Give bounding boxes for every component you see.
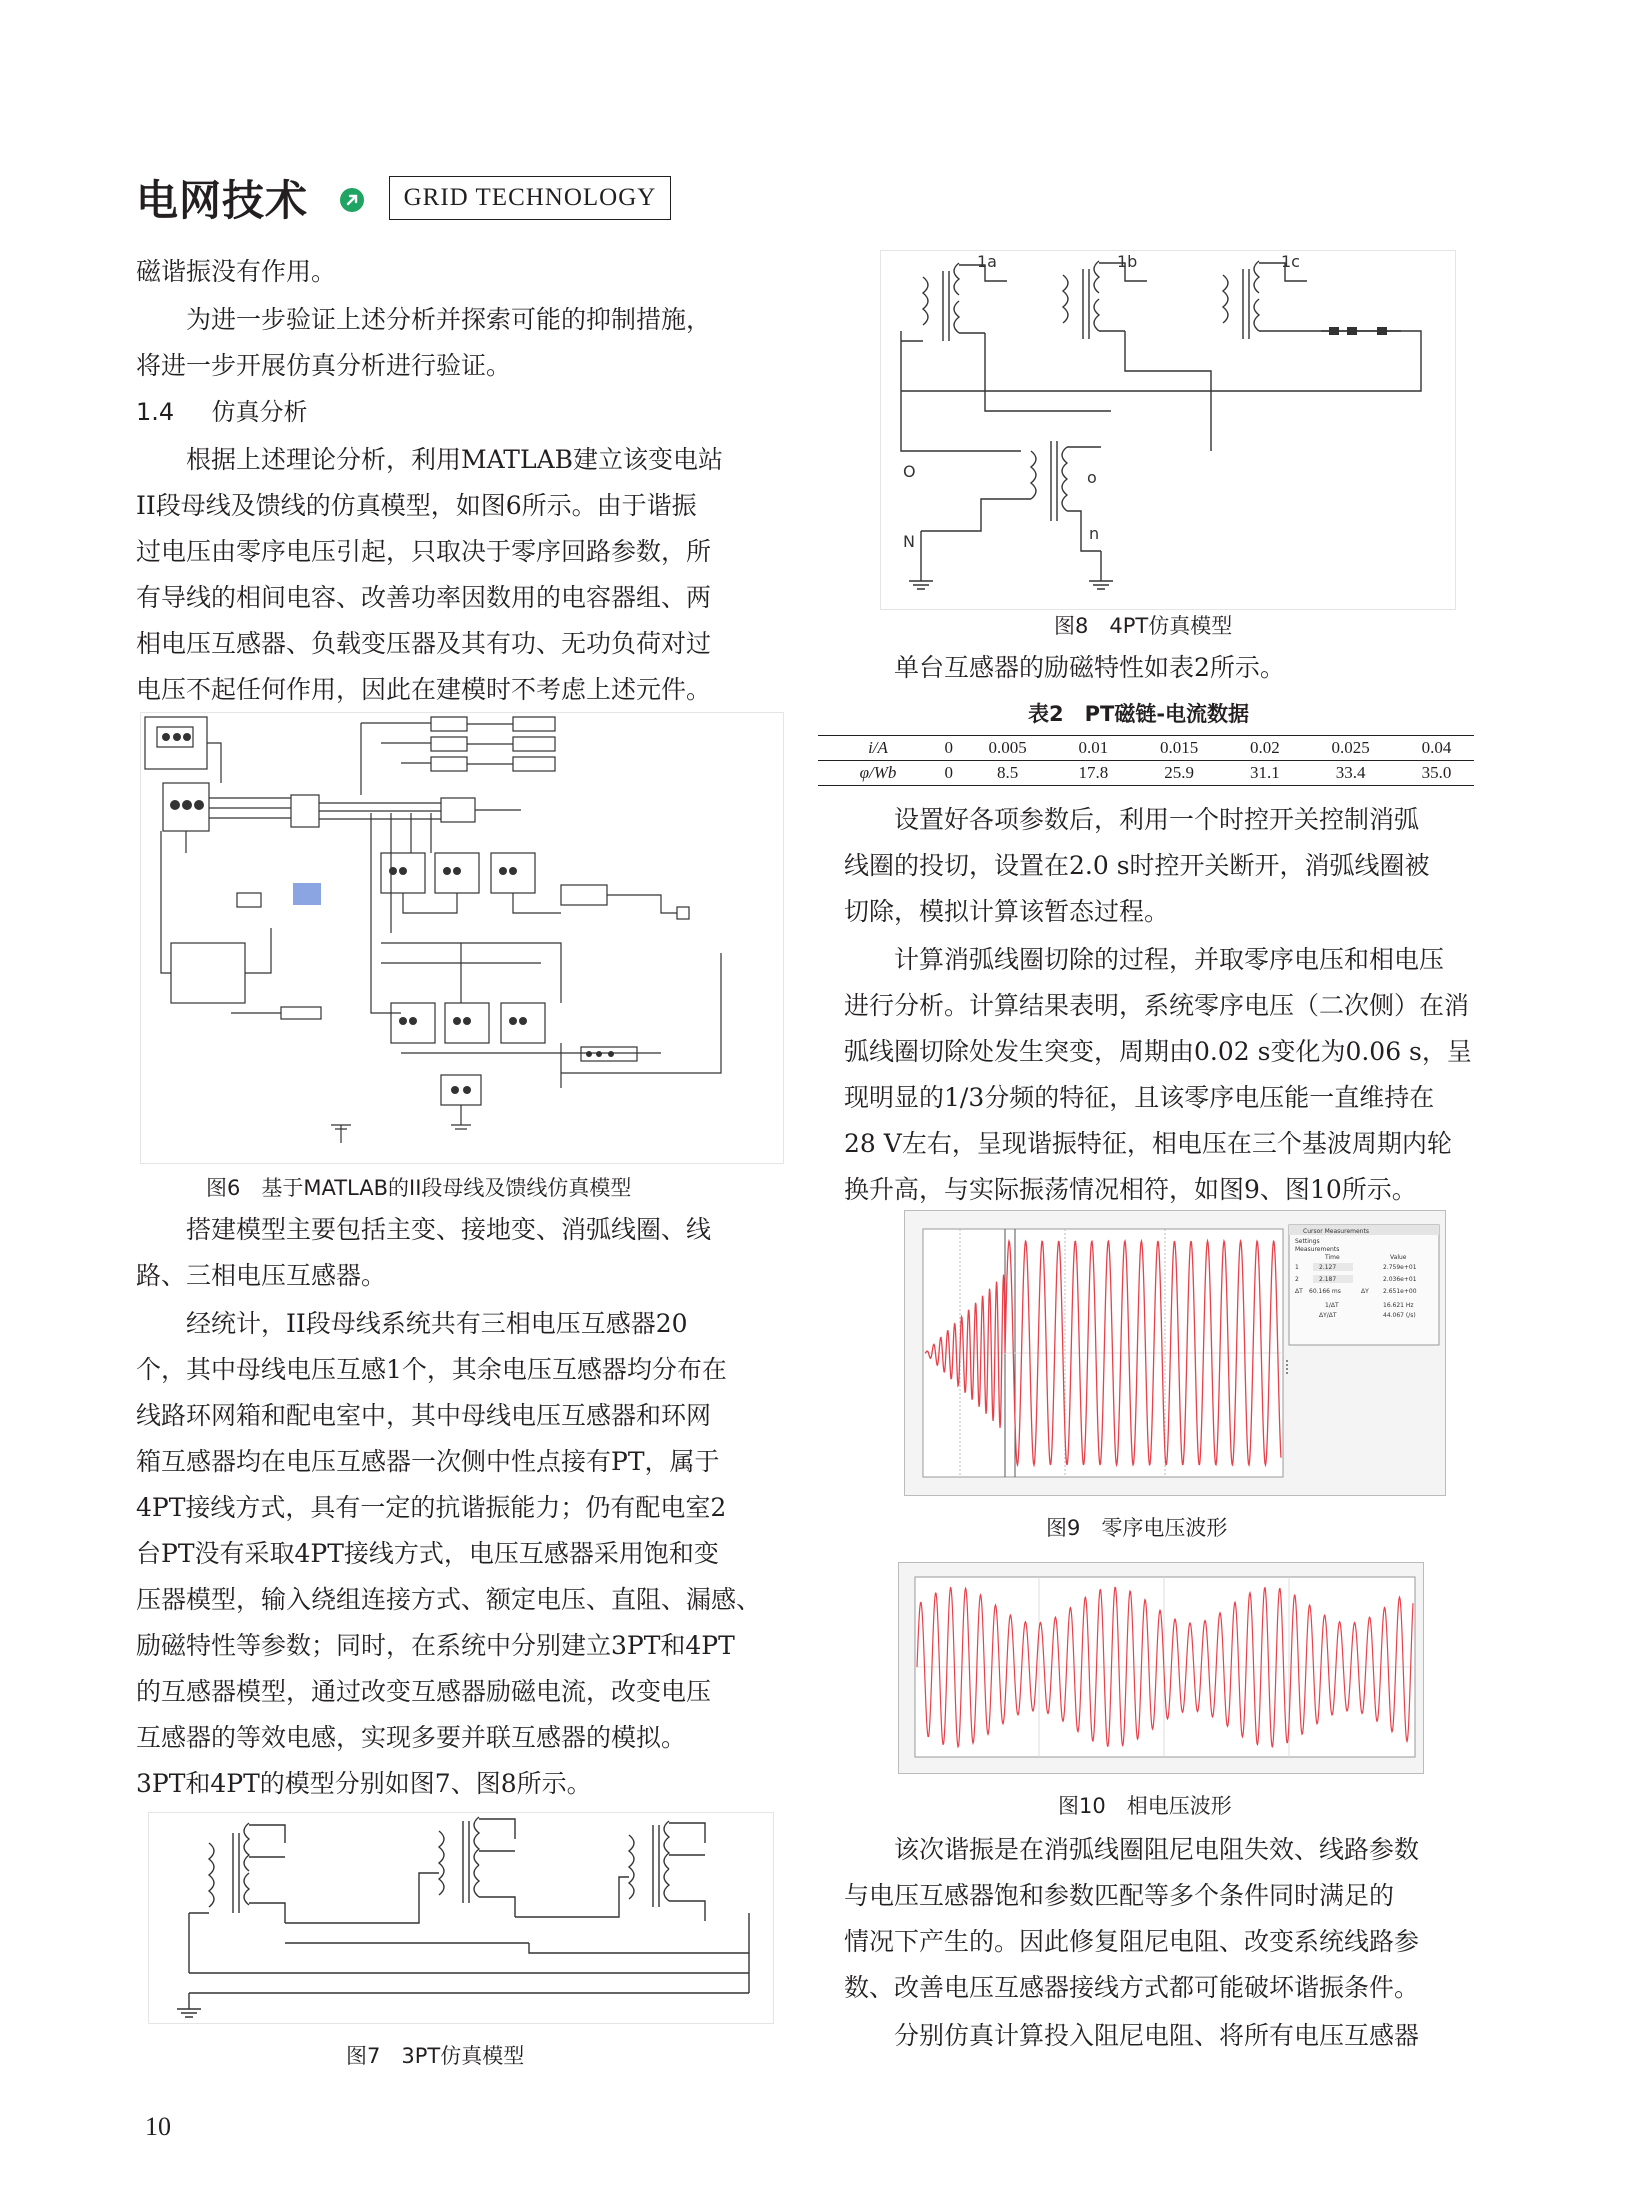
table-2-title: 表2 PT磁链-电流数据 [1028, 702, 1250, 726]
table-cell: 0.015 [1131, 736, 1227, 761]
paragraph-line: 与电压互感器饱和参数匹配等多个条件同时满足的 [844, 1881, 1395, 1910]
paragraph-line: 现明显的1/3分频的特征，且该零序电压能一直维持在 [844, 1083, 1435, 1112]
paragraph-line: 根据上述理论分析，利用MATLAB建立该变电站 [186, 445, 723, 474]
paragraph-line: 该次谐振是在消弧线圈阻尼电阻失效、线路参数 [894, 1835, 1420, 1864]
paragraph-line: 换升高，与实际振荡情况相符，如图9、图10所示。 [844, 1175, 1417, 1204]
section-number: 1.4 [136, 398, 175, 426]
paragraph-line: 设置好各项参数后，利用一个时控开关控制消弧 [894, 805, 1420, 834]
paragraph-line: 将进一步开展仿真分析进行验证。 [136, 351, 512, 380]
section-title: 仿真分析 [211, 398, 308, 426]
panel-header: Time [1325, 1254, 1340, 1261]
paragraph-line: 单台互感器的励磁特性如表2所示。 [894, 653, 1285, 682]
page-number: 10 [145, 2112, 171, 2141]
svg-text:60.166 ms: 60.166 ms [1309, 1288, 1341, 1295]
journal-english-title: GRID TECHNOLOGY [389, 176, 671, 220]
paragraph-line: 进行分析。计算结果表明，系统零序电压（二次侧）在消 [844, 991, 1470, 1020]
paragraph-line: 弧线圈切除处发生突变，周期由0.02 s变化为0.06 s，呈 [844, 1037, 1472, 1066]
paragraph-line: 为进一步验证上述分析并探索可能的抑制措施， [186, 305, 712, 334]
svg-text:16.621 Hz: 16.621 Hz [1383, 1302, 1414, 1309]
table-cell: 0.04 [1399, 736, 1474, 761]
svg-text:2: 2 [1295, 1276, 1299, 1283]
paragraph-line: 计算消弧线圈切除的过程，并取零序电压和相电压 [894, 945, 1445, 974]
figure-9-caption: 图9 零序电压波形 [1046, 1516, 1228, 1540]
paragraph-line: 励磁特性等参数；同时，在系统中分别建立3PT和4PT [136, 1631, 735, 1660]
svg-text:2.187: 2.187 [1319, 1276, 1337, 1283]
panel-item: Settings [1295, 1238, 1320, 1245]
label-1c: 1c [1281, 252, 1300, 271]
svg-text:2.127: 2.127 [1319, 1264, 1337, 1271]
svg-text:ΔY: ΔY [1361, 1288, 1369, 1295]
paragraph-line: 数、改善电压互感器接线方式都可能破坏谐振条件。 [844, 1973, 1420, 2002]
panel-title: Cursor Measurements [1303, 1228, 1369, 1235]
table-cell: 0 [938, 761, 959, 786]
label-n: n [1089, 524, 1100, 543]
figure-10-caption: 图10 相电压波形 [1058, 1794, 1232, 1818]
figure-7-3pt-model [148, 1812, 774, 2024]
paragraph-line: 个，其中母线电压互感1个，其余电压互感器均分布在 [136, 1355, 727, 1384]
paragraph-line: 的互感器模型，通过改变互感器励磁电流，改变电压 [136, 1677, 712, 1706]
paragraph-line: 搭建模型主要包括主变、接地变、消弧线圈、线 [186, 1215, 712, 1244]
label-1b: 1b [1117, 252, 1138, 271]
paragraph-line: 4PT接线方式，具有一定的抗谐振能力；仍有配电室2 [136, 1493, 727, 1522]
paragraph-line: 切除，模拟计算该暂态过程。 [844, 897, 1170, 926]
label-1a: 1a [977, 252, 997, 271]
figure-6-caption: 图6 基于MATLAB的II段母线及馈线仿真模型 [206, 1176, 632, 1200]
paragraph-line: 有导线的相间电容、改善功率因数用的电容器组、两 [136, 583, 712, 612]
table-cell: 25.9 [1131, 761, 1227, 786]
table-cell: 33.4 [1302, 761, 1398, 786]
table-row [818, 736, 1474, 761]
table-cell: 8.5 [959, 761, 1055, 786]
paragraph-line: 相电压互感器、负载变压器及其有功、无功负荷对过 [136, 629, 712, 658]
cursor-measurements-panel [1289, 1225, 1439, 1345]
paragraph-line: 28 V左右，呈现谐振特征，相电压在三个基波周期内轮 [844, 1129, 1452, 1158]
svg-text:1/ΔT: 1/ΔT [1325, 1302, 1339, 1309]
figure-8-4pt-model [880, 250, 1456, 610]
paragraph-line: 3PT和4PT的模型分别如图7、图8所示。 [136, 1769, 592, 1798]
table-cell: i/A [818, 736, 938, 761]
table-cell: 0 [938, 736, 959, 761]
table-cell: 17.8 [1056, 761, 1131, 786]
paragraph-line: 分别仿真计算投入阻尼电阻、将所有电压互感器 [894, 2021, 1420, 2050]
paragraph-line: 电压不起任何作用，因此在建模时不考虑上述元件。 [136, 675, 712, 704]
panel-header: Value [1390, 1254, 1407, 1261]
section-heading [136, 390, 307, 434]
figure-9-zero-sequence-voltage [904, 1210, 1446, 1496]
figure-7-caption: 图7 3PT仿真模型 [346, 2044, 525, 2068]
svg-text:ΔY/ΔT: ΔY/ΔT [1319, 1312, 1337, 1319]
paragraph-line: 互感器的等效电感，实现多要并联互感器的模拟。 [136, 1723, 687, 1752]
paragraph-line: 线路环网箱和配电室中，其中母线电压互感器和环网 [136, 1401, 712, 1430]
svg-text:ΔT: ΔT [1295, 1288, 1303, 1295]
paragraph-line: 情况下产生的。因此修复阻尼电阻、改变系统线路参 [844, 1927, 1420, 1956]
table-row [818, 761, 1474, 786]
table-cell: 0.02 [1227, 736, 1302, 761]
svg-text:2.651e+00: 2.651e+00 [1383, 1288, 1417, 1295]
paragraph-line: 路、三相电压互感器。 [136, 1261, 387, 1290]
paragraph-line: 经统计，II段母线系统共有三相电压互感器20 [186, 1309, 688, 1338]
paragraph-line: 压器模型，输入绕组连接方式、额定电压、直阻、漏感、 [136, 1585, 762, 1614]
table-cell: 0.025 [1302, 736, 1398, 761]
label-N: N [903, 532, 915, 551]
table-cell: 35.0 [1399, 761, 1474, 786]
figure-10-phase-voltage [898, 1562, 1424, 1774]
table-cell: 0.01 [1056, 736, 1131, 761]
label-o: o [1087, 468, 1097, 487]
paragraph-line: 台PT没有采取4PT接线方式，电压互感器采用饱和变 [136, 1539, 719, 1568]
figure-6-simulation-model [140, 712, 784, 1164]
figure-8-caption: 图8 4PT仿真模型 [1054, 614, 1233, 638]
table-2 [818, 735, 1474, 786]
paragraph-line: II段母线及馈线的仿真模型，如图6所示。由于谐振 [136, 491, 697, 520]
paragraph-line: 磁谐振没有作用。 [136, 257, 337, 286]
paragraph-line: 线圈的投切，设置在2.0 s时控开关断开，消弧线圈被 [844, 851, 1430, 880]
paragraph-line: 过电压由零序电压引起，只取决于零序回路参数，所 [136, 537, 712, 566]
svg-text:1: 1 [1295, 1264, 1299, 1271]
journal-title: 电网技术 [136, 176, 309, 225]
table-cell: 31.1 [1227, 761, 1302, 786]
panel-item: Measurements [1295, 1246, 1340, 1253]
label-O: O [903, 462, 916, 481]
svg-text:2.036e+01: 2.036e+01 [1383, 1276, 1417, 1283]
arrow-badge-icon [340, 188, 364, 212]
paragraph-line: 箱互感器均在电压互感器一次侧中性点接有PT，属于 [136, 1447, 720, 1476]
svg-text:2.759e+01: 2.759e+01 [1383, 1264, 1417, 1271]
table-cell: φ/Wb [818, 761, 938, 786]
table-cell: 0.005 [959, 736, 1055, 761]
svg-text:44.067 (/s): 44.067 (/s) [1383, 1312, 1416, 1319]
